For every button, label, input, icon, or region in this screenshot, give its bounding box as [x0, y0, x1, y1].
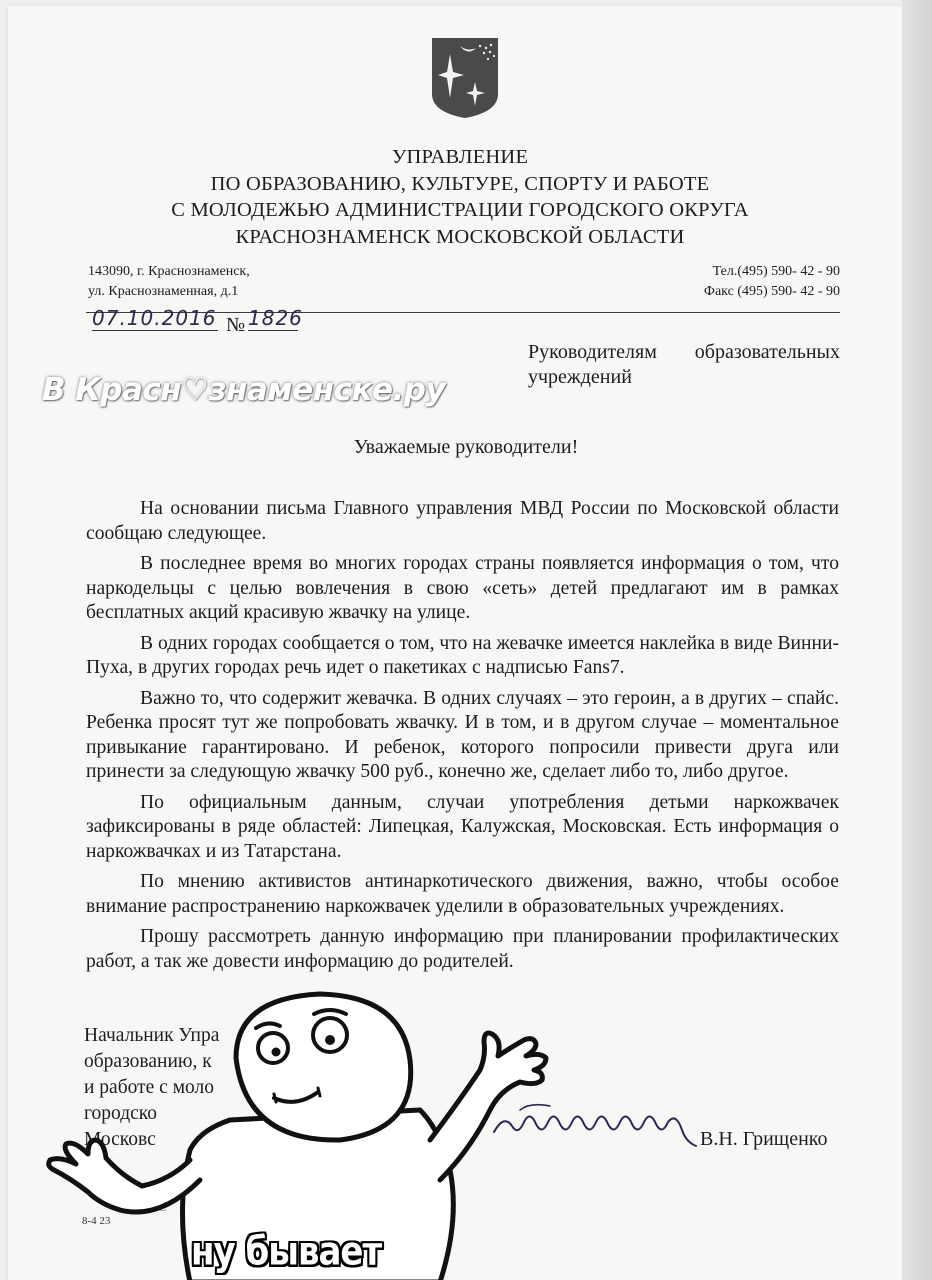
postal-address — [88, 262, 250, 302]
org-line: КРАСНОЗНАМЕНСК МОСКОВСКОЙ ОБЛАСТИ — [235, 225, 685, 248]
meme-caption: ну бывает — [191, 1229, 382, 1275]
coat-of-arms-icon — [430, 36, 500, 120]
greeting: Уважаемые руководители! — [353, 436, 579, 458]
address-line: 143090, г. Краснознаменск, — [88, 264, 250, 279]
address-line: ул. Краснознаменная, д.1 — [88, 284, 239, 299]
body-paragraph: На основании письма Главного управления МВД России по Московской области сообщаю следующее. — [86, 498, 839, 544]
body-paragraph: По официальным данным, случаи употребления детьми наркожвачек зафиксированы в ряде областей: Липецкая, Калужская, Московская. Есть информация о наркожвачках и из Татарстана. — [86, 791, 839, 862]
org-line: ПО ОБРАЗОВАНИЮ, КУЛЬТУРЕ, СПОРТУ И РАБОТЕ — [210, 172, 710, 195]
body-paragraph: В последнее время во многих городах страны появляется информация о том, что наркодельцы с целью вовлечения в свою «сеть» детей предлагают им в рамках бесплатных акций красивую жвачку на улице. — [86, 553, 839, 623]
body-paragraph: В одних городах сообщается о том, что на жевачке имеется наклейка в виде Винни-Пуха, в других городах речь идет о пакетиках с надписью Fans7. — [86, 632, 839, 678]
body-paragraph: Важно то, что содержит жевачка. В одних случаях – это героин, а в других – спайс. Ребенка просят тут же попробовать жвачку. И в том, и в другом случае – моментальное привыкание гарантировано. И ребенок, которого попросили привести друга или принести за следующую жвачку 500 руб., конечно же, сделает либо то, либо другое. — [86, 687, 839, 782]
recipient: Руководителям образовательных учреждений — [528, 341, 840, 388]
signatory-title-line: Начальник Упра — [84, 1025, 220, 1046]
organization-header — [150, 144, 770, 250]
body-paragraph: Прошу рассмотреть данную информацию при планировании профилактических работ, а так же довести информацию до родителей. — [86, 926, 839, 972]
org-line: С МОЛОДЕЖЬЮ АДМИНИСТРАЦИИ ГОРОДСКОГО ОКРУГА — [171, 199, 749, 221]
signatory-title-line: образованию, к — [84, 1051, 212, 1072]
signatory-title-line: Московс — [84, 1129, 156, 1150]
body-paragraph: По мнению активистов антинаркотического движения, важно, чтобы особое внимание распространению наркожвачек уделили в образовательных учреждениях. — [86, 871, 839, 917]
signatory-title-line: городско — [84, 1103, 158, 1124]
phone-line: Тел.(495) 590- 42 - 90 — [712, 264, 840, 279]
fax-line: Факс (495) 590- 42 - 90 — [703, 284, 840, 299]
signatory-title-line: и работе с моло — [84, 1077, 215, 1098]
registration-number-label: № — [226, 314, 246, 336]
registration-date: 07.10.2016 — [92, 306, 217, 330]
page-edge-shadow — [902, 0, 932, 1280]
letter-body — [86, 497, 839, 974]
signatory-name: В.Н. Грищенко — [700, 1128, 828, 1150]
registration-number: 1826 — [248, 306, 303, 330]
org-line: УПРАВЛЕНИЕ — [391, 146, 529, 168]
site-watermark: В Красн♡знаменске.ру — [42, 372, 446, 408]
executor-line: 8-4 23 — [82, 1215, 111, 1227]
contact-info — [704, 262, 840, 302]
